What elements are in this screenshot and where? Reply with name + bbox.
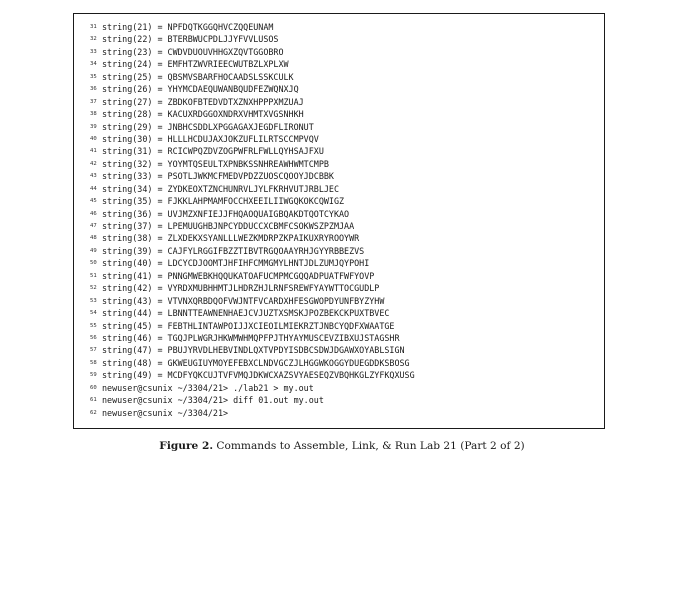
line-text: string(48) = GKWEUGIUYMOYEFEBXCLNDVGCZJLHGGWKOGGYDUEGDDKSBOSG xyxy=(102,357,410,368)
code-line xyxy=(90,382,415,394)
line-number: 57 xyxy=(90,347,97,354)
line-text: string(23) = CWDVDUOUVHHGXZQVTGGOBRO xyxy=(102,46,284,57)
code-line xyxy=(90,257,415,269)
line-number: 38 xyxy=(90,111,97,118)
code-line xyxy=(90,344,415,356)
code-line xyxy=(90,71,415,83)
line-text: string(36) = UVJMZXNFIEJJFHQAOQUAIGBQAKDTQOTCYKAO xyxy=(102,208,350,219)
line-text: string(30) = HLLLHCDUJAXJOKZUFLILRTSCCMPVQV xyxy=(102,133,319,144)
line-number: 58 xyxy=(90,359,97,366)
code-line xyxy=(90,208,415,220)
code-line xyxy=(90,270,415,282)
line-number: 60 xyxy=(90,384,97,391)
line-number: 33 xyxy=(90,48,97,55)
line-text: string(34) = ZYDKEOXTZNCHUNRVLJYLFKRHVUTJRBLJEC xyxy=(102,183,339,194)
code-line xyxy=(90,170,415,182)
code-line xyxy=(90,282,415,294)
code-line xyxy=(90,320,415,332)
line-text: newuser@csunix ~/3304/21> xyxy=(102,407,229,418)
line-number: 35 xyxy=(90,73,97,80)
line-number: 32 xyxy=(90,36,97,43)
line-text: string(22) = BTERBWUCPDLJJYFVVLUSOS xyxy=(102,34,279,45)
code-line xyxy=(90,245,415,257)
line-text: string(49) = MCDFYQKCUJTVFVMQJDKWCXAZSVYAESEQZVBQHKGLZYFKQXUSG xyxy=(102,370,415,381)
code-line xyxy=(90,33,415,45)
line-number: 45 xyxy=(90,198,97,205)
line-number: 37 xyxy=(90,98,97,105)
code-line xyxy=(90,183,415,195)
line-text: string(39) = CAJFYLRGGIFBZZTIBVTRGQOAAYRHJGYYRBBEZVS xyxy=(102,245,365,256)
code-line xyxy=(90,195,415,207)
line-text: string(26) = YHYMCDAEQUWANBQUDFEZWQNXJQ xyxy=(102,84,299,95)
line-text: string(47) = PBUJYRVDLHEBVINDLQXTVPDYISDBCSDWJDGAWXOYABLSIGN xyxy=(102,345,405,356)
line-text: string(28) = KACUXRDGGOXNDRXVHMTXVGSNHKH xyxy=(102,109,304,120)
line-text: string(38) = ZLXDEKXSYANLLLWEZKMDRPZKPAIKUXRYROOYWR xyxy=(102,233,360,244)
line-number: 49 xyxy=(90,247,97,254)
line-text: string(27) = ZBDKOFBTEDVDTXZNXHPPPXMZUAJ xyxy=(102,96,304,107)
code-line xyxy=(90,121,415,133)
line-text: string(31) = RCICWPQZDVZOGPWFRLFWLLQYHSAJFXU xyxy=(102,146,324,157)
line-text: string(43) = VTVNXQRBDQOFVWJNTFVCARDXHFESGWOPDYUNFBYZYHW xyxy=(102,295,385,306)
line-number: 43 xyxy=(90,173,97,180)
code-line xyxy=(90,307,415,319)
line-number: 55 xyxy=(90,322,97,329)
line-text: string(21) = NPFDQTKGGQHVCZQQEUNAM xyxy=(102,22,274,32)
line-text: string(37) = LPEMUUGHBJNPCYDDUCCXCBMFCSOKWSZPZMJAA xyxy=(102,221,355,231)
line-number: 61 xyxy=(90,397,97,404)
line-number: 44 xyxy=(90,185,97,192)
code-line xyxy=(90,158,415,170)
line-text: string(32) = YOYMTQSEULTXPNBKSSNHREAWHWMTCMPB xyxy=(102,158,329,169)
line-number: 31 xyxy=(90,24,97,30)
line-number: 40 xyxy=(90,135,97,142)
line-number: 48 xyxy=(90,235,97,242)
line-text: string(24) = EMFHTZWVRIEECWUTBZLXPLXW xyxy=(102,59,289,70)
line-number: 39 xyxy=(90,123,97,130)
code-line xyxy=(90,133,415,145)
code-line xyxy=(90,357,415,369)
line-text: string(45) = FEBTHLINTAWPOIJJXCIEOILMIEKRZTJNBCYQDFXWAATGE xyxy=(102,320,395,331)
code-listing xyxy=(90,21,415,419)
code-line xyxy=(90,295,415,307)
code-line xyxy=(90,108,415,120)
line-number: 62 xyxy=(90,409,97,416)
line-text: string(46) = TGQJPLWGRJHKWMWHMQPFPJTHYAYMUSCEVZIBXUJSTAGSHR xyxy=(102,332,400,343)
line-text: newuser@csunix ~/3304/21> ./lab21 > my.out xyxy=(102,382,314,393)
code-line xyxy=(90,369,415,381)
code-line xyxy=(90,407,415,419)
code-line xyxy=(90,232,415,244)
line-number: 50 xyxy=(90,260,97,267)
line-text: string(42) = VYRDXMUBHHMTJLHDRZHJLRNFSREWFYAYWTTOCGUDLP xyxy=(102,283,380,294)
line-number: 42 xyxy=(90,160,97,167)
code-listing-frame xyxy=(73,13,605,429)
code-line xyxy=(90,58,415,70)
line-number: 47 xyxy=(90,223,97,229)
line-text: string(35) = FJKKLAHPMAMFOCCHXEEILIIWGQKOKCQWIGZ xyxy=(102,196,345,207)
code-line xyxy=(90,332,415,344)
line-number: 59 xyxy=(90,372,97,379)
code-line xyxy=(90,46,415,58)
code-line xyxy=(90,220,415,232)
line-number: 46 xyxy=(90,210,97,217)
line-number: 41 xyxy=(90,148,97,155)
line-text: string(41) = PNNGMWEBKHQQUKATOAFUCMPMCGQQADPUATFWFYOVP xyxy=(102,270,375,281)
line-number: 56 xyxy=(90,334,97,341)
figure-caption-text: Commands to Assemble, Link, & Run Lab 21 (Part 2 of 2) xyxy=(216,440,525,452)
line-text: newuser@csunix ~/3304/21> diff 01.out my.out xyxy=(102,395,324,406)
figure-label: Figure 2. xyxy=(159,440,214,452)
line-number: 53 xyxy=(90,297,97,304)
figure-caption xyxy=(0,440,684,452)
code-line xyxy=(90,145,415,157)
code-line xyxy=(90,21,415,33)
line-text: string(29) = JNBHCSDDLXPGGAGAXJEGDFLIRONUT xyxy=(102,121,314,132)
line-number: 34 xyxy=(90,61,97,68)
line-text: string(33) = PSOTLJWKMCFMEDVPDZZUOSCQOOYJDCBBK xyxy=(102,171,334,182)
line-text: string(44) = LBNNTTEAWNENHAEJCVJUZTXSMSKJPOZBEKCKPUXTBVEC xyxy=(102,308,390,319)
line-number: 51 xyxy=(90,272,97,279)
line-text: string(25) = QBSMVSBARFHOCAADSLSSKCULK xyxy=(102,71,294,82)
code-line xyxy=(90,96,415,108)
line-number: 52 xyxy=(90,285,97,292)
line-text: string(40) = LDCYCDJOOMTJHFIHFCMMGMYLHNTJDLZUMJQYPOHI xyxy=(102,258,370,269)
line-number: 36 xyxy=(90,86,97,93)
line-number: 54 xyxy=(90,310,97,317)
code-line xyxy=(90,394,415,406)
code-line xyxy=(90,83,415,95)
